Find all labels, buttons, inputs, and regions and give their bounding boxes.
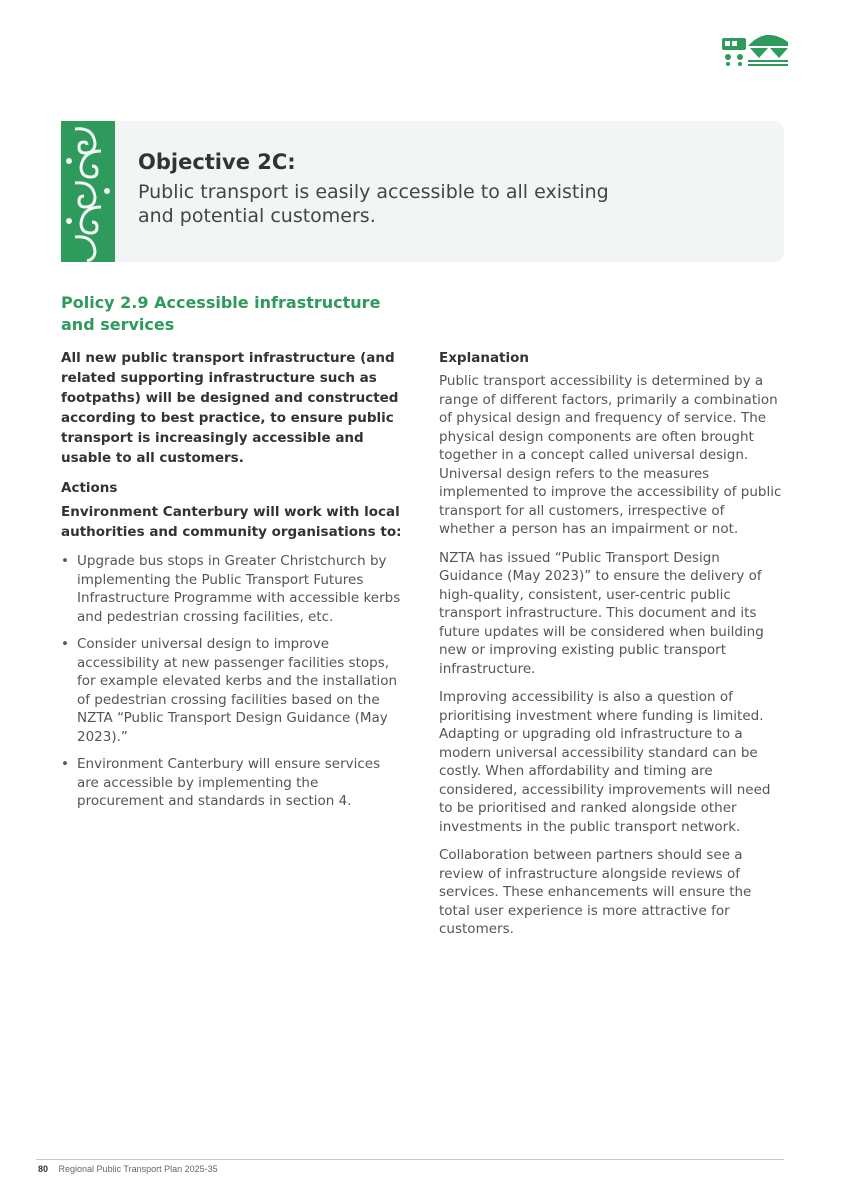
action-text: Upgrade bus stops in Greater Christchurch by implementing the Public Transport Futures Infrastructure Programme with accessible kerbs and pedestrian crossing facilities, etc. bbox=[77, 553, 401, 625]
bus-and-mountain-logo-icon bbox=[722, 26, 790, 68]
list-item bbox=[61, 552, 406, 626]
page-footer bbox=[38, 1164, 218, 1174]
right-column bbox=[439, 348, 784, 949]
page-number: 80 bbox=[38, 1164, 49, 1174]
list-item bbox=[61, 635, 406, 746]
bullet-icon: • bbox=[61, 553, 69, 569]
bullet-icon: • bbox=[61, 756, 69, 772]
action-text: Consider universal design to improve accessibility at new passenger facilities stops, for example elevated kerbs and the installation of pedestrian crossing facilities based on the NZTA “Public Transport Design Guidance (May 2023).” bbox=[77, 636, 398, 745]
footer-divider bbox=[36, 1159, 784, 1160]
objective-text: Public transport is easily accessible to all existing and potential customers. bbox=[138, 181, 609, 227]
left-column bbox=[61, 348, 406, 820]
explanation-paragraph: Public transport accessibility is determined by a range of different factors, primarily a combination of physical design and frequency of service. The physical design components are often brought together in a concept called universal design. Universal design refers to the measures implemented to improve the accessibility of public transport for all customers, irrespective of whether a person has an impairment or not. bbox=[439, 373, 782, 537]
action-text: Environment Canterbury will ensure services are accessible by implementing the procurement and standards in section 4. bbox=[77, 756, 381, 809]
explanation-paragraph: Improving accessibility is also a question of prioritising investment where funding is limited. Adapting or upgrading old infrastructure to a modern universal accessibility standard can be costly. When affordability and timing are considered, accessibility improvements will need to be prioritised and ranked alongside other investments in the public transport network. bbox=[439, 689, 771, 835]
actions-list bbox=[61, 552, 406, 811]
explanation-paragraph: NZTA has issued “Public Transport Design Guidance (May 2023)” to ensure the delivery of high-quality, consistent, user-centric public transport infrastructure. This document and its future updates will be considered when building new or improving existing public transport infrastructure. bbox=[439, 549, 764, 677]
explanation-paragraph: Collaboration between partners should see a review of infrastructure alongside reviews of services. These enhancements will ensure the total user experience is more attractive for customers. bbox=[439, 847, 752, 937]
bullet-icon: • bbox=[61, 636, 69, 652]
policy-statement: All new public transport infrastructure (and related supporting infrastructure such as footpaths) will be designed and constructed according to best practice, to ensure public transport is increasingly accessible and usable to all customers. bbox=[61, 350, 399, 466]
document-title: Regional Public Transport Plan 2025-35 bbox=[58, 1164, 218, 1174]
koru-pattern-icon bbox=[61, 121, 115, 262]
policy-title: Policy 2.9 Accessible infrastructure and services bbox=[61, 293, 381, 334]
objective-heading: Objective 2C: bbox=[138, 150, 296, 174]
actions-intro: Environment Canterbury will work with local authorities and community organisations to: bbox=[61, 504, 402, 540]
explanation-heading: Explanation bbox=[439, 350, 530, 366]
list-item bbox=[61, 755, 406, 811]
actions-heading: Actions bbox=[61, 480, 118, 496]
